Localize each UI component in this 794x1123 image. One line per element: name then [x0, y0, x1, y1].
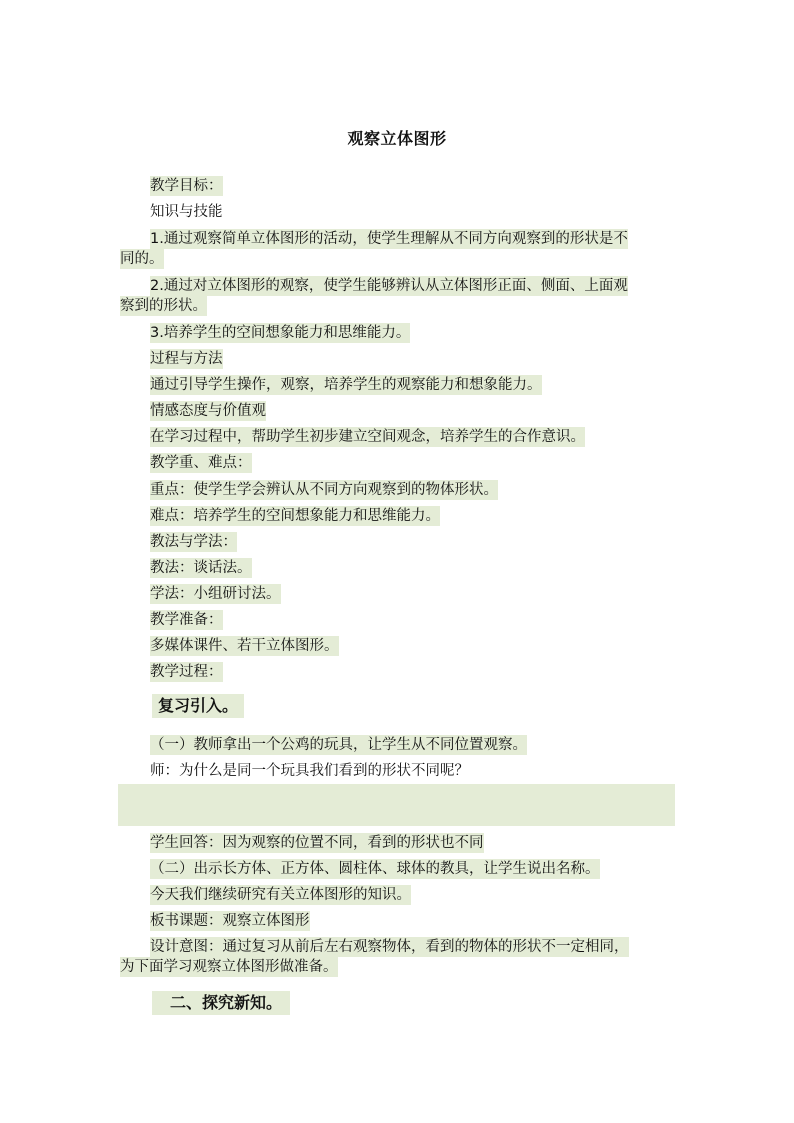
learn-method: 学法：小组研讨法。 [150, 586, 281, 602]
prep-heading: 教学准备： [150, 612, 223, 628]
goal-3: 3.培养学生的空间想象能力和思维能力。 [150, 325, 411, 341]
highlight-block [118, 784, 675, 826]
step-2: （二）出示长方体、正方体、圆柱体、球体的教具，让学生说出名称。 [150, 861, 600, 877]
step-1: （一）教师拿出一个公鸡的玩具，让学生从不同位置观察。 [150, 737, 527, 753]
procedure-heading: 教学过程： [150, 664, 223, 680]
teacher-question: 师：为什么是同一个玩具我们看到的形状不同呢？ [150, 763, 469, 779]
emotion-text: 在学习过程中，帮助学生初步建立空间观念，培养学生的合作意识。 [150, 429, 585, 445]
board-title: 板书课题：观察立体图形 [150, 913, 310, 929]
goal-1-line-1: 1.通过观察简单立体图形的活动，使学生理解从不同方向观察到的形状是不 [150, 231, 628, 247]
goal-2-line-2: 察到的形状。 [120, 298, 207, 314]
design-intent-line-2: 为下面学习观察立体图形做准备。 [120, 959, 338, 975]
process-text: 通过引导学生操作，观察，培养学生的观察能力和想象能力。 [150, 377, 542, 393]
page-title: 观察立体图形 [347, 129, 447, 148]
key-point: 重点：使学生学会辨认从不同方向观察到的物体形状。 [150, 482, 498, 498]
emotion-heading: 情感态度与价值观 [150, 403, 266, 419]
design-intent-line-1: 设计意图：通过复习从前后左右观察物体，看到的物体的形状不一定相同， [150, 939, 629, 955]
method-heading: 教法与学法： [150, 534, 237, 550]
difficult-point: 难点：培养学生的空间想象能力和思维能力。 [150, 508, 440, 524]
continue-text: 今天我们继续研究有关立体图形的知识。 [150, 887, 411, 903]
student-answer: 学生回答：因为观察的位置不同，看到的形状也不同 [150, 835, 484, 851]
goal-2-line-1: 2.通过对立体图形的观察，使学生能够辨认从立体图形正面、侧面、上面观 [150, 278, 628, 294]
knowledge-heading: 知识与技能 [150, 204, 223, 220]
prep-text: 多媒体课件、若干立体图形。 [150, 638, 339, 654]
key-heading: 教学重、难点： [150, 455, 252, 471]
process-heading: 过程与方法 [150, 351, 223, 367]
section-heading-explore: 二、探究新知。 [152, 991, 290, 1015]
section-heading-review: 复习引入。 [152, 694, 244, 718]
goal-1-line-2: 同的。 [120, 251, 164, 267]
goals-heading: 教学目标： [150, 178, 223, 194]
teach-method: 教法：谈话法。 [150, 560, 252, 576]
